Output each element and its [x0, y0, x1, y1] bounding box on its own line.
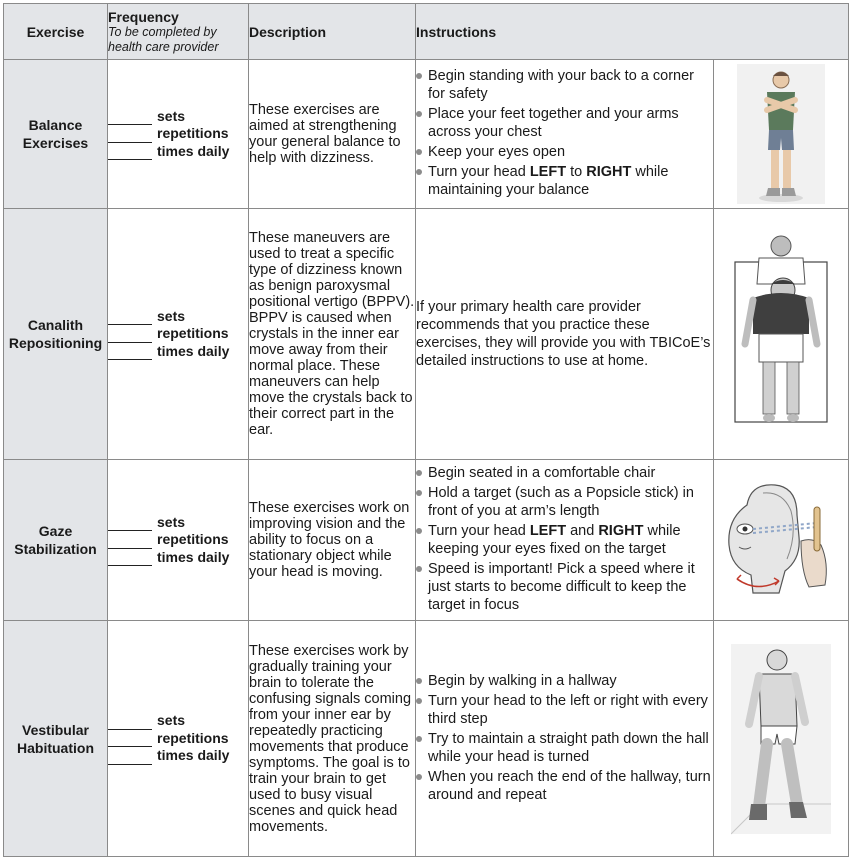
illustration-cell: [714, 460, 849, 621]
instructions-cell: [416, 60, 714, 209]
sets-label: sets: [157, 107, 186, 124]
header-instructions: Instructions: [416, 4, 849, 60]
list-item: When you reach the end of the hallway, turn around and repeat: [416, 768, 713, 804]
table-row: [4, 460, 849, 621]
frequency-cell: [108, 621, 249, 857]
header-frequency: [108, 4, 249, 60]
lying-person-illustration: [731, 234, 831, 434]
header-frequency-subtitle: To be completed by health care provider: [108, 24, 219, 54]
instructions-cell: [416, 209, 714, 460]
exercise-name: Balance Exercises: [4, 60, 108, 209]
times-daily-blank[interactable]: [108, 752, 152, 765]
table-row: [4, 60, 849, 209]
sets-label: sets: [157, 513, 186, 530]
repetitions-label: repetitions: [157, 325, 229, 342]
sets-blank[interactable]: [108, 717, 152, 730]
repetitions-label: repetitions: [157, 531, 229, 548]
exercise-name: Gaze Stabilization: [4, 460, 108, 621]
list-item: Begin by walking in a hallway: [416, 672, 713, 690]
repetitions-blank[interactable]: [108, 536, 152, 549]
description-cell: These exercises are aimed at strengthening your general balance to help with dizziness.: [249, 60, 416, 209]
times-daily-blank[interactable]: [108, 147, 152, 160]
list-item: Begin seated in a comfortable chair: [416, 464, 713, 482]
list-item: Speed is important! Pick a speed where it just starts to become difficult to keep the target in focus: [416, 560, 713, 614]
description-cell: These maneuvers are used to treat a specific type of dizziness known as benign paroxysmal positional vertigo (BPPV). BPPV is caused when crystals in the inner ear move away from their normal place. These maneuvers can help move the crystals back to their correct part in the ear.: [249, 209, 416, 460]
sets-blank[interactable]: [108, 518, 152, 531]
list-item: Turn your head LEFT to RIGHT while maintaining your balance: [416, 163, 713, 199]
illustration-cell: [714, 209, 849, 460]
list-item: Place your feet together and your arms across your chest: [416, 105, 713, 141]
table-row: [4, 209, 849, 460]
times-daily-blank[interactable]: [108, 347, 152, 360]
description-cell: These exercises work on improving vision and the ability to focus on a stationary object while your head is moving.: [249, 460, 416, 621]
header-row: [4, 4, 849, 60]
list-item: Try to maintain a straight path down the hall while your head is turned: [416, 730, 713, 766]
frequency-cell: [108, 60, 249, 209]
frequency-cell: [108, 209, 249, 460]
exercise-name: Vestibular Habituation: [4, 621, 108, 857]
illustration-cell: [714, 60, 849, 209]
sets-blank[interactable]: [108, 112, 152, 125]
times-daily-label: times daily: [157, 548, 230, 565]
list-item: Turn your head LEFT and RIGHT while keeping your eyes fixed on the target: [416, 522, 713, 558]
walking-person-illustration: [731, 634, 831, 844]
table-row: [4, 621, 849, 857]
times-daily-label: times daily: [157, 142, 230, 159]
times-daily-blank[interactable]: [108, 553, 152, 566]
repetitions-blank[interactable]: [108, 330, 152, 343]
times-daily-label: times daily: [157, 342, 230, 359]
header-frequency-title: Frequency: [108, 8, 179, 25]
sets-label: sets: [157, 712, 186, 729]
sets-blank[interactable]: [108, 312, 152, 325]
instructions-paragraph: If your primary health care provider recommends that you practice these exercises, they will provide you with TBICoE’s detailed instructions to use at home.: [416, 299, 711, 369]
instructions-cell: [416, 621, 714, 857]
repetitions-label: repetitions: [157, 729, 229, 746]
list-item: Keep your eyes open: [416, 143, 713, 161]
list-item: Hold a target (such as a Popsicle stick) in front of you at arm’s length: [416, 484, 713, 520]
list-item: Turn your head to the left or right with every third step: [416, 692, 713, 728]
exercise-table: [3, 3, 849, 857]
list-item: Begin standing with your back to a corner for safety: [416, 67, 713, 103]
illustration-cell: [714, 621, 849, 857]
frequency-cell: [108, 460, 249, 621]
exercise-name: Canalith Repositioning: [4, 209, 108, 460]
repetitions-blank[interactable]: [108, 130, 152, 143]
description-cell: These exercises work by gradually training your brain to tolerate the confusing signals coming from your inner ear by repeatedly practicing movements that produce symptoms. The goal is to train your brain to get used to busy visual scenes and quick head movements.: [249, 621, 416, 857]
repetitions-label: repetitions: [157, 125, 229, 142]
times-daily-label: times daily: [157, 747, 230, 764]
head-turn-illustration: [717, 475, 845, 605]
standing-person-illustration: [737, 64, 825, 204]
instructions-cell: [416, 460, 714, 621]
sets-label: sets: [157, 307, 186, 324]
header-description: Description: [249, 4, 416, 60]
header-exercise: Exercise: [4, 4, 108, 60]
repetitions-blank[interactable]: [108, 734, 152, 747]
